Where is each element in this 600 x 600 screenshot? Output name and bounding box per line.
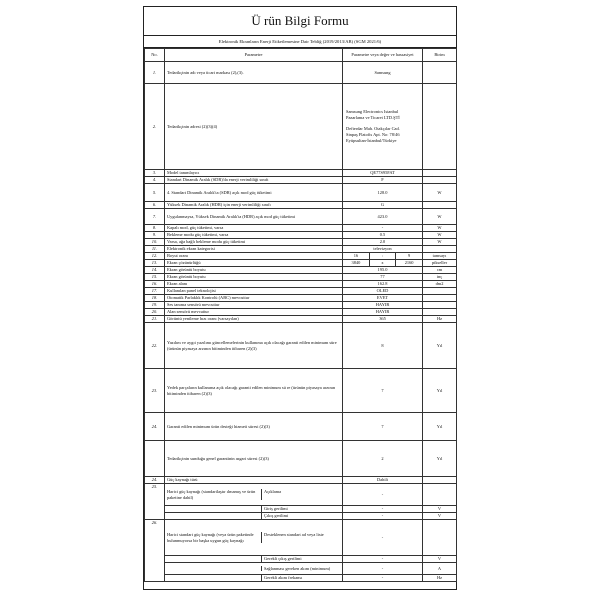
table-row [145,413,457,441]
psu-value: - [343,484,423,506]
table-row [145,267,457,274]
row-unit [423,62,457,84]
header-value: Parametre veya değer ve hassasiyet [343,49,423,62]
table-row [145,477,457,484]
table-row [145,239,457,246]
table-row [145,246,457,253]
row-value: 195.0 [343,267,423,274]
psu-param-cell [165,563,343,575]
table-row [145,274,457,281]
row-value: Dahili [343,477,423,484]
psu-label: Giriş gerilimi [262,506,343,511]
psu-value: - [343,556,423,563]
psu-param-cell [165,556,343,563]
row-value: 2 [343,441,423,477]
row-number: 26. [145,520,165,582]
table-row [145,295,457,302]
psu-param-cell [165,513,343,520]
psu-parameter: Harici güç kaynağı (standartlaştır ılmamış ve ürün paketine dahil) [167,489,256,500]
split-value: 3840 [351,260,361,266]
row-number: 25. [145,484,165,520]
row-parameter: Bekleme modu güç tüketimi, varsa [165,232,343,239]
psu-value: - [343,575,423,582]
psu-value: - [343,513,423,520]
psu-unit [423,484,457,506]
spec-table [144,48,457,582]
row-number: 4. [145,177,165,184]
row-value: - [343,225,423,232]
psu-label: Çıkış gerilimi [262,513,343,518]
psu-param-cell [165,506,343,513]
row-number: 11. [145,246,165,253]
row-number: 12. [145,253,165,260]
psu-value: - [343,563,423,575]
psu-unit [423,520,457,556]
row-value: QE77S95FAT [343,170,423,177]
address-line: Eyüpsultan-İstanbul/Türkiye [346,137,397,143]
table-row [145,84,457,170]
row-value: 77 [343,274,423,281]
psu-value: - [343,506,423,513]
row-parameter: Alan sensörü mevcuttur [165,309,343,316]
psu-parameter [165,506,262,511]
row-parameter: Yüksek Dinamik Aralık (HDR) için enerji verimliliği sınıfı [165,202,343,209]
row-parameter: Yedek parçaların kullanıma açık olacağı garanti edilen minimum sü re (ürünün piyasaya arzının bitiminden itibaren (2)(3) [165,369,343,413]
split-value: x [369,260,395,265]
row-parameter: Kullanılan panel teknolojisi [165,288,343,295]
row-value-split [343,260,423,267]
row-unit: Yıl [423,369,457,413]
row-unit [423,84,457,170]
table-row [145,288,457,295]
psu-unit: V [423,556,457,563]
row-unit: W [423,209,457,225]
row-value: 2.0 [343,239,423,246]
table-row [145,253,457,260]
psu-unit: V [423,513,457,520]
row-value-split [343,253,423,260]
row-unit [423,302,457,309]
address-line: Defterdar Mah. Otakçılar Cad. [346,126,400,132]
row-unit: W [423,239,457,246]
table-row [145,309,457,316]
psu-row [145,575,457,582]
row-parameter: Kapalı mod, güç tüketimi, varsa [165,225,343,232]
product-info-form [143,6,457,590]
row-value: 7 [343,369,423,413]
row-value: G [343,202,423,209]
row-number: 20. [145,309,165,316]
psu-parameter [165,575,262,580]
table-row [145,441,457,477]
row-parameter: Ekran çözünürlüğü [165,260,343,267]
row-number: 8. [145,225,165,232]
row-unit [423,202,457,209]
psu-unit: V [423,506,457,513]
supplier-address [343,84,423,170]
row-number: 17. [145,288,165,295]
row-value: OLED [343,288,423,295]
row-unit [423,477,457,484]
row-parameter: Tedarikçinin adı veya ticari markası (2),(3). [165,62,343,84]
psu-label: Sağlanması gereken akım (minimum) [262,566,343,571]
row-parameter: Boyut oranı [165,253,343,260]
table-row [145,177,457,184]
row-parameter: Yazılım ve aygıt yazılımı güncellemelerinin kullanıma açık olacağı garanti edilen minimum süre (ürünün piyasaya arzının bitiminden itibaren (2)(3) [165,323,343,369]
table-row [145,302,457,309]
row-value: F [343,177,423,184]
table-row [145,260,457,267]
table-row [145,202,457,209]
row-number: 21. [145,316,165,323]
row-unit [423,246,457,253]
address-line: Sinpaş Flatofis Apt. No: 78/46 [346,131,400,137]
psu-unit: A [423,563,457,575]
form-title: Ü rün Bilgi Formu [144,7,456,36]
row-unit: pikseller [423,260,457,267]
row-parameter: Garanti edilen minimum ürün desteği hizmeti süresi (2)(3) [165,413,343,441]
psu-row [145,506,457,513]
psu-row [145,556,457,563]
psu-parameter: Harici standart güç kaynağı (veya ürün paketinde bulunmuyorsa bir başka uygun güç kaynağı [167,532,254,543]
row-unit: Yıl [423,323,457,369]
row-unit [423,295,457,302]
row-number: 19. [145,302,165,309]
row-number: 16. [145,281,165,288]
row-unit [423,288,457,295]
row-parameter: Otomatik Parlaklık Kontrolü (ABC) mevcuttur [165,295,343,302]
table-row [145,232,457,239]
row-parameter: Varsa, ağa bağlı bekleme modu güç tüketimi [165,239,343,246]
row-unit [423,170,457,177]
row-value: 0.5 [343,232,423,239]
psu-row [145,484,457,506]
split-value: 2160 [396,260,422,265]
psu-row [145,563,457,575]
table-row [145,170,457,177]
row-number: 24. [145,413,165,441]
row-unit: inç [423,274,457,281]
psu-parameter [165,556,262,561]
psu-parameter [165,566,262,571]
row-value: 365 [343,316,423,323]
psu-label: Gerekli çıkış gerilimi [262,556,343,561]
row-value: televizyon [343,246,423,253]
split-value: : [369,253,395,258]
row-parameter: Ekran görüntü boyutu [165,274,343,281]
header-unit: Birim [423,49,457,62]
table-row [145,323,457,369]
row-unit: Yıl [423,441,457,477]
row-unit: W [423,225,457,232]
psu-param-cell [165,575,343,582]
row-parameter: Tedarikçinin adresi (2)(3)(4) [165,84,343,170]
row-parameter: 4. Standart Dinamik Aralık'ta (SDR) açık mod güç tüketimi [165,184,343,202]
row-unit: W [423,232,457,239]
row-number: 10. [145,239,165,246]
psu-param-cell [165,484,343,506]
row-parameter: Görüntü yenileme hızı oranı (varsayılan) [165,316,343,323]
table-header-row [145,49,457,62]
row-parameter: Ekran alanı [165,281,343,288]
row-value: HAYIR [343,309,423,316]
row-value: Samsung [343,62,423,84]
table-row [145,369,457,413]
psu-row [145,513,457,520]
row-number [145,441,165,477]
row-value: 423.0 [343,209,423,225]
psu-unit: Hz [423,575,457,582]
row-number: 6. [145,202,165,209]
table-row [145,316,457,323]
form-subtitle: Elektronik Ekranların Enerji Etiketlemesine Dair Tebliğ (2019/2013/AB) (SGM 2021/6) [144,36,456,48]
table-row [145,184,457,202]
row-parameter: Elektronik ekran kategorisi [165,246,343,253]
row-number: 15. [145,274,165,281]
psu-row [145,520,457,556]
row-number: 14. [145,267,165,274]
row-parameter: Ekran görüntü boyutu [165,267,343,274]
row-unit: Yıl [423,413,457,441]
row-unit [423,309,457,316]
row-number: 13. [145,260,165,267]
row-value: HAYIR [343,302,423,309]
row-unit: Hz [423,316,457,323]
psu-value: - [343,520,423,556]
psu-label: Gerekli akım frekansı [262,575,343,580]
row-parameter: Güç kaynağı türü [165,477,343,484]
row-number: 9. [145,232,165,239]
table-row [145,281,457,288]
row-value: 7 [343,413,423,441]
address-line: Pazarlama ve Ticaret LTD.ŞTİ [346,115,400,121]
psu-label: Açıklama [262,489,343,499]
psu-param-cell [165,520,343,556]
row-parameter: Uygulanmaysa, Yüksek Dinamik Aralık'ta (HDR) açık mod güç tüketimi [165,209,343,225]
row-value: 162.8 [343,281,423,288]
split-value: 9 [396,253,422,258]
row-value: 128.0 [343,184,423,202]
row-parameter: Standart Dinamik Aralık (SDR)'da enerji verimliliği sınıfı [165,177,343,184]
row-value: 8 [343,323,423,369]
row-unit: dm2 [423,281,457,288]
psu-label: Desteklenen standart ad veya liste [262,532,343,542]
row-value: EVET [343,295,423,302]
row-unit: tamsayı [423,253,457,260]
row-number: 5. [145,184,165,202]
table-row [145,62,457,84]
row-number: 18. [145,295,165,302]
row-parameter: Tedarikçinin sunduğu genel garantinin asgari süresi (2)(3) [165,441,343,477]
row-number: 2. [145,84,165,170]
row-unit [423,177,457,184]
psu-parameter [165,513,262,518]
row-unit: W [423,184,457,202]
split-value: 16 [353,253,359,259]
row-unit: cm [423,267,457,274]
row-number: 23. [145,369,165,413]
table-row [145,225,457,232]
row-parameter: Ses tanıma sensörü mevcuttur [165,302,343,309]
header-param: Parametre [165,49,343,62]
row-number: 24. [145,477,165,484]
row-number: 22. [145,323,165,369]
row-number: 1. [145,62,165,84]
row-number: 7. [145,209,165,225]
row-number: 3. [145,170,165,177]
address-line: Samsung Electronics Istanbul [346,109,399,115]
header-no: No. [145,49,165,62]
row-parameter: Model tanımlayıcı [165,170,343,177]
table-row [145,209,457,225]
